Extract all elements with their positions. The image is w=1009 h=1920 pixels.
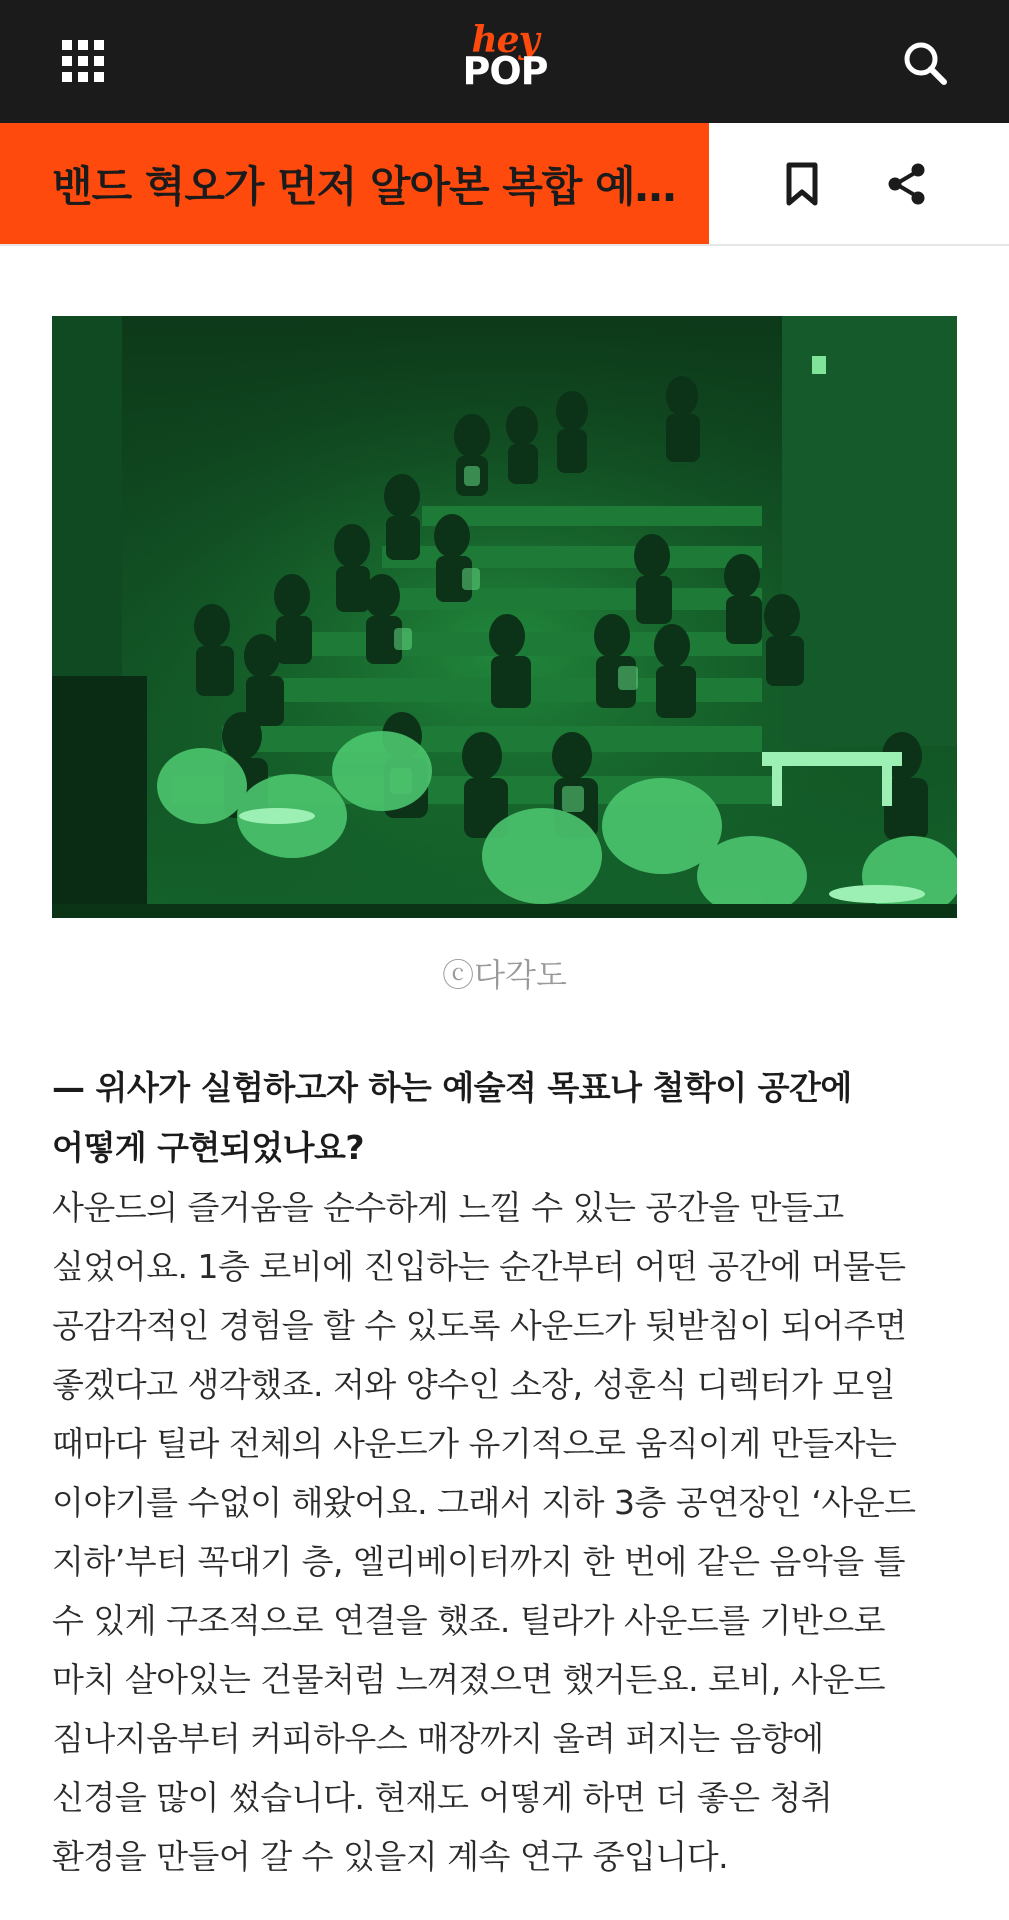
grid-menu-icon[interactable] bbox=[62, 40, 104, 82]
top-navigation-bar bbox=[0, 0, 1009, 123]
article-title-bar bbox=[0, 123, 1009, 246]
article-title-panel bbox=[0, 123, 709, 244]
search-button[interactable] bbox=[900, 38, 950, 88]
answer-line: 짐나지움부터 커피하우스 매장까지 울려 퍼지는 음향에 bbox=[52, 1719, 824, 1758]
bookmark-icon bbox=[782, 161, 822, 207]
answer-line: 좋겠다고 생각했죠. 저와 양수인 소장, 성훈식 디렉터가 모일 bbox=[52, 1365, 895, 1404]
question-line: 어떻게 구현되었나요? bbox=[52, 1128, 365, 1167]
interview-answer bbox=[52, 1178, 957, 1886]
answer-line: 이야기를 수없이 해왔어요. 그래서 지하 3층 공연장인 ‘사운드 bbox=[52, 1483, 916, 1522]
article-photo bbox=[52, 316, 957, 918]
answer-line: 지하’부터 꼭대기 층, 엘리베이터까지 한 번에 같은 음악을 틀 bbox=[52, 1542, 905, 1581]
answer-line: 공감각적인 경험을 할 수 있도록 사운드가 뒷받침이 되어주면 bbox=[52, 1306, 907, 1345]
bookmark-button[interactable] bbox=[782, 161, 822, 207]
search-icon bbox=[900, 38, 950, 88]
answer-line: 사운드의 즐거움을 순수하게 느낄 수 있는 공간을 만들고 bbox=[52, 1188, 844, 1227]
share-button[interactable] bbox=[884, 161, 930, 207]
photo-caption: ⓒ다각도 bbox=[442, 956, 567, 994]
answer-line: 때마다 틸라 전체의 사운드가 유기적으로 움직이게 만들자는 bbox=[52, 1424, 897, 1463]
answer-line: 마치 살아있는 건물처럼 느껴졌으면 했거든요. 로비, 사운드 bbox=[52, 1660, 885, 1699]
logo-pop-text: POP bbox=[462, 49, 548, 93]
answer-line: 싶었어요. 1층 로비에 진입하는 순간부터 어떤 공간에 머물든 bbox=[52, 1247, 906, 1286]
interview-question bbox=[52, 1058, 957, 1178]
heypop-logo[interactable] bbox=[455, 19, 555, 102]
article-title: 밴드 혁오가 먼저 알아본 복합 예… bbox=[52, 161, 676, 211]
share-icon bbox=[884, 161, 930, 207]
audience-on-green-steps-image bbox=[52, 316, 957, 918]
answer-line: 신경을 많이 썼습니다. 현재도 어떻게 하면 더 좋은 청취 bbox=[52, 1778, 833, 1817]
answer-line: 수 있게 구조적으로 연결을 했죠. 틸라가 사운드를 기반으로 bbox=[52, 1601, 885, 1640]
question-line: — 위사가 실험하고자 하는 예술적 목표나 철학이 공간에 bbox=[52, 1068, 852, 1107]
logo-hey-text: hey bbox=[471, 19, 539, 61]
answer-line: 환경을 만들어 갈 수 있을지 계속 연구 중입니다. bbox=[52, 1837, 729, 1876]
